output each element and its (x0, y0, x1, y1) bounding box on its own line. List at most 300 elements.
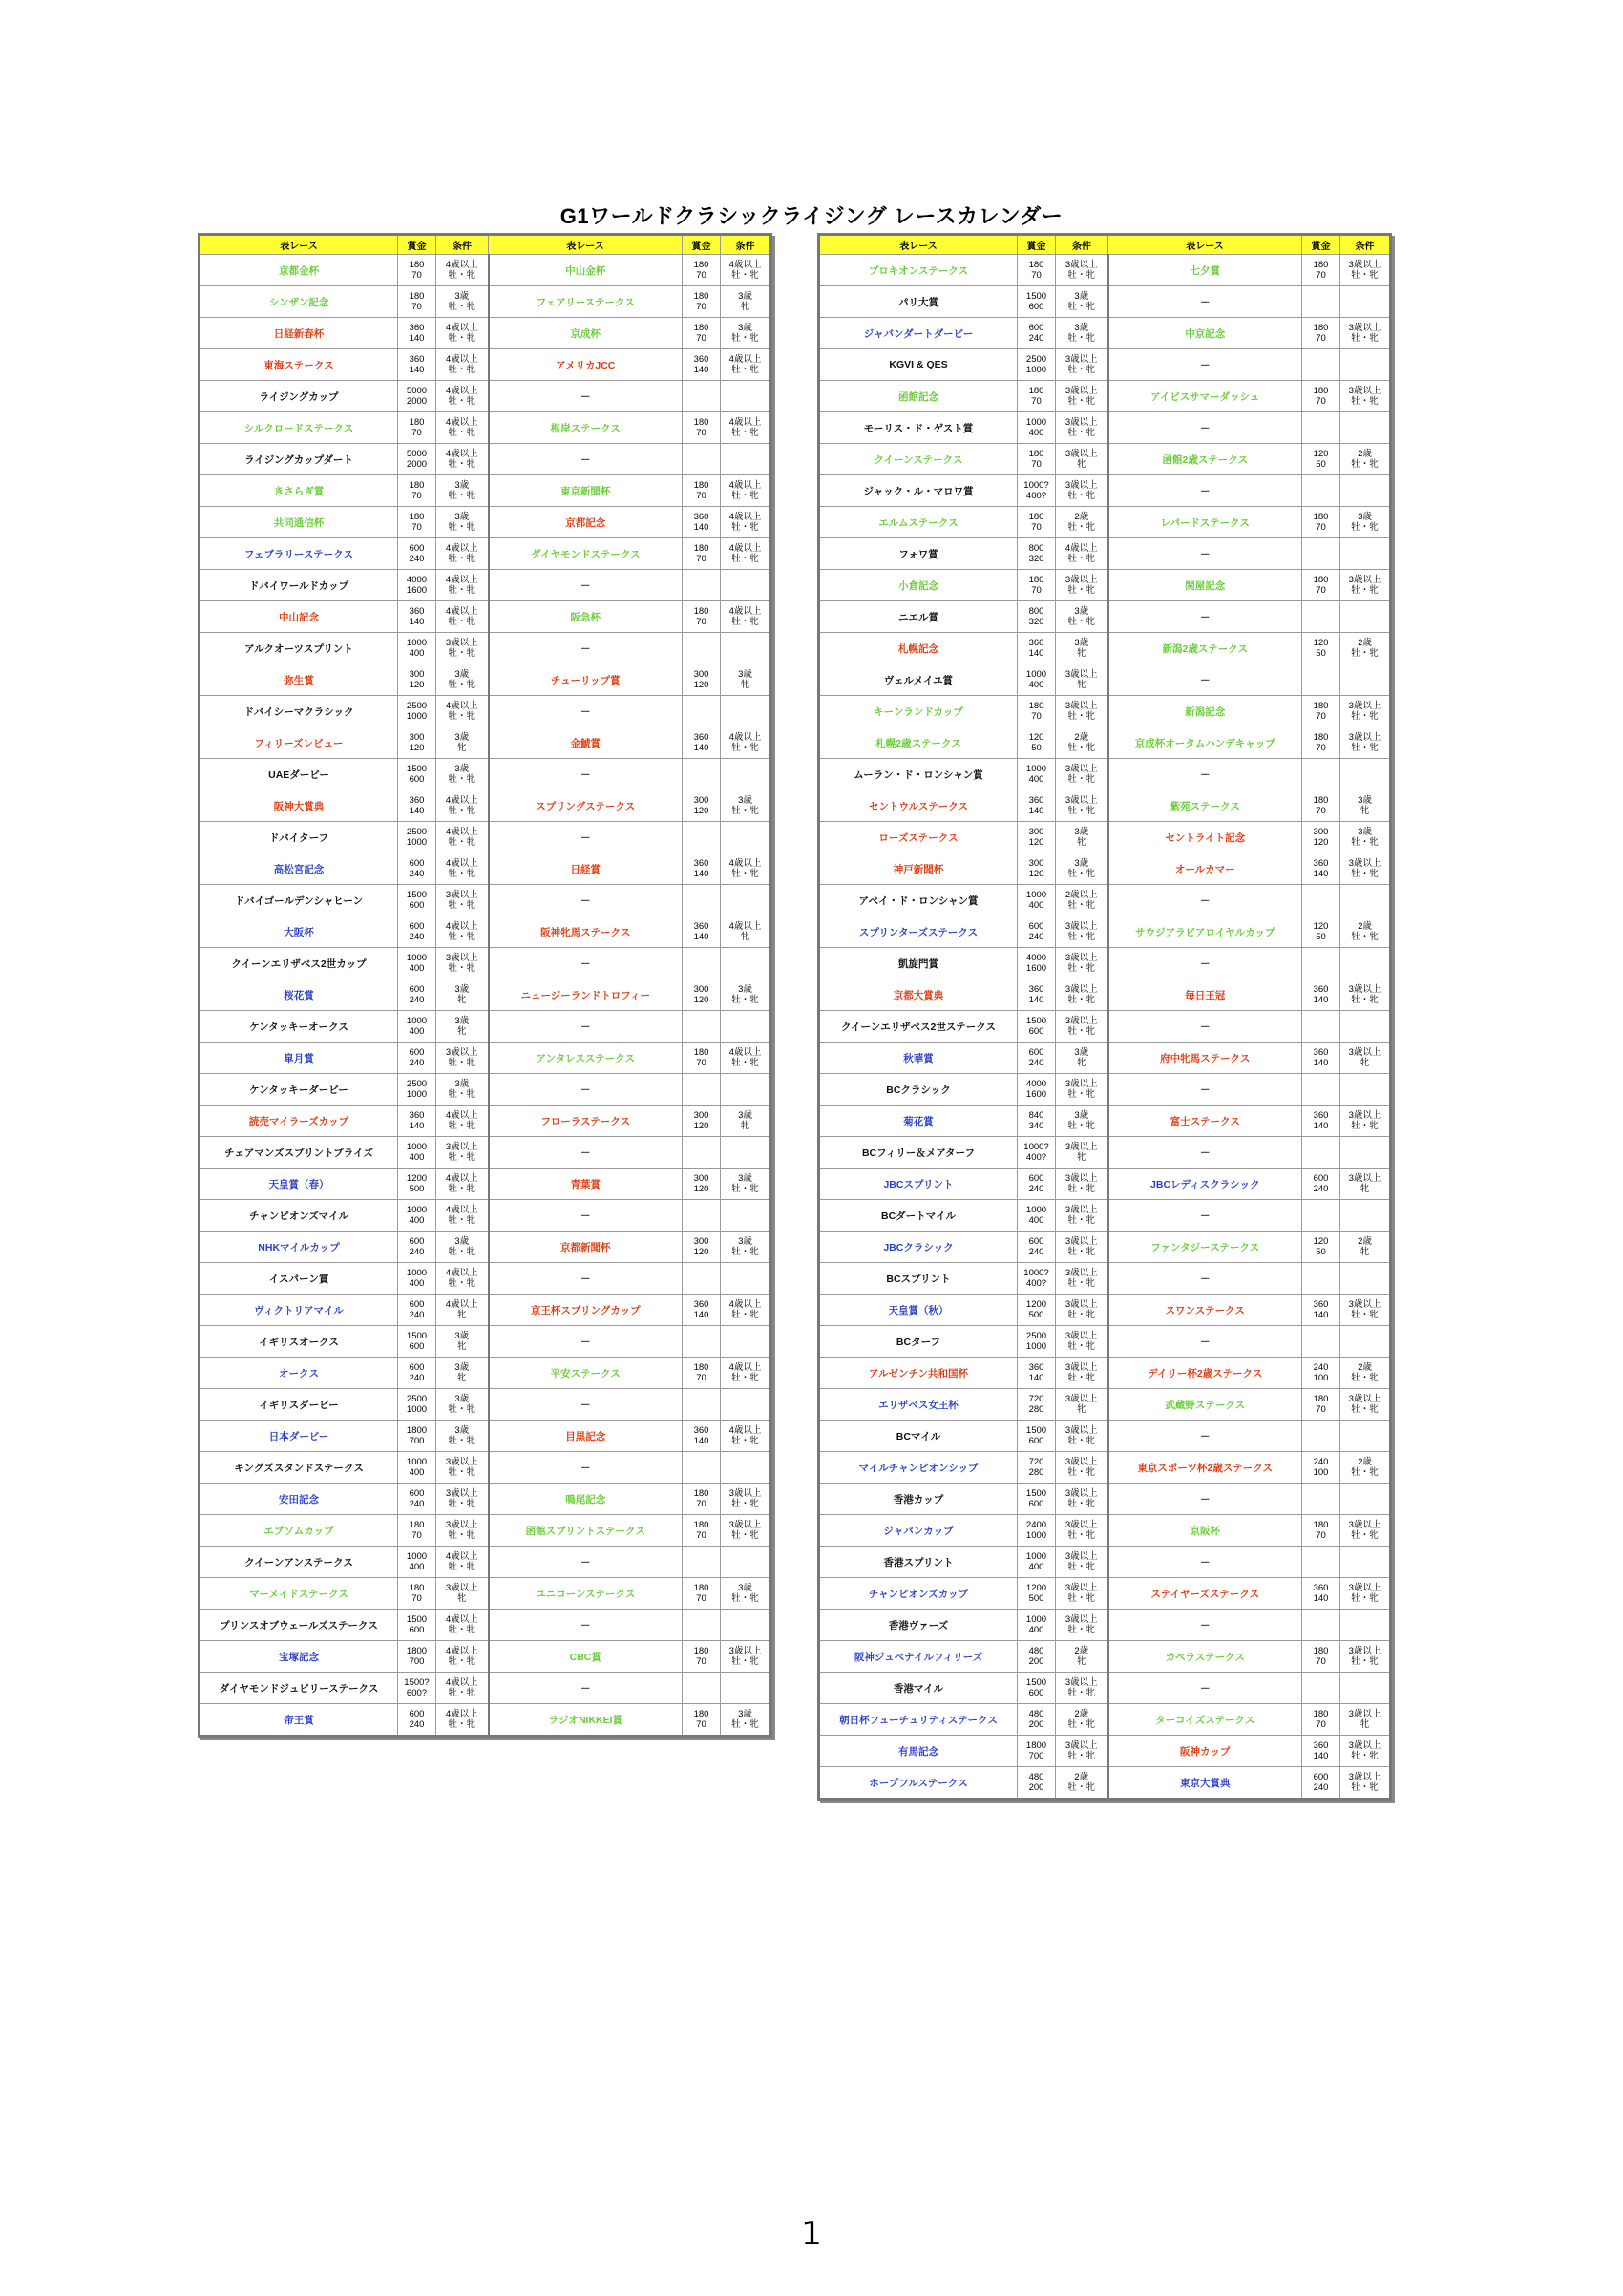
condition-value: 3歳 牡・牝 (1340, 507, 1391, 538)
race-name: 府中牝馬ステークス (1108, 1043, 1302, 1074)
table-row (200, 633, 771, 664)
prize-value: 1500 600 (398, 1326, 436, 1358)
prize-value: 180 70 (1302, 570, 1340, 601)
condition-value: 3歳以上 牡・牝 (721, 1484, 771, 1515)
prize-value (1302, 1484, 1340, 1515)
race-name: 京成杯 (489, 318, 683, 349)
prize-value: 180 70 (683, 318, 721, 349)
prize-value: 360 140 (1302, 1578, 1340, 1610)
race-name: 中京記念 (1108, 318, 1302, 349)
condition-value (1340, 1484, 1391, 1515)
condition-value: 3歳以上 牡・牝 (1056, 1295, 1108, 1326)
race-name: － (489, 1074, 683, 1106)
condition-value: 2歳 牡・牝 (1340, 444, 1391, 475)
table-row (200, 255, 771, 286)
condition-value: 3歳以上 牡・牝 (1056, 1547, 1108, 1578)
condition-value: 3歳以上 牝 (1056, 664, 1108, 696)
race-name: JBCスプリント (819, 1169, 1018, 1200)
prize-value: 1000 400 (1018, 1200, 1056, 1232)
condition-value: 3歳以上 牡・牝 (1340, 1578, 1391, 1610)
race-name: BCマイル (819, 1421, 1018, 1452)
condition-value (721, 570, 771, 601)
race-name: － (489, 696, 683, 727)
race-name: スプリンターズステークス (819, 916, 1018, 948)
race-name: エルムステークス (819, 507, 1018, 538)
race-name: － (1108, 664, 1302, 696)
prize-value: 360 140 (683, 1295, 721, 1326)
race-name: 大阪杯 (200, 916, 398, 948)
condition-value (1340, 1421, 1391, 1452)
prize-value: 1000? 400? (1018, 1263, 1056, 1295)
right-table-body (819, 255, 1391, 1800)
table-row (819, 948, 1391, 979)
condition-value (1340, 1547, 1391, 1578)
race-name: ジャパンカップ (819, 1515, 1018, 1547)
prize-value: 600 240 (1302, 1767, 1340, 1800)
prize-value: 360 140 (398, 790, 436, 822)
table-row (200, 1137, 771, 1169)
prize-value (1302, 1421, 1340, 1452)
prize-value: 720 280 (1018, 1452, 1056, 1484)
prize-value: 360 140 (1302, 1736, 1340, 1767)
prize-value: 600 240 (1018, 1169, 1056, 1200)
prize-value: 180 70 (1018, 570, 1056, 601)
table-row (819, 1074, 1391, 1106)
race-name: ファンタジーステークス (1108, 1232, 1302, 1263)
prize-value: 360 140 (1302, 853, 1340, 885)
race-name: － (489, 381, 683, 412)
prize-value: 300 120 (398, 727, 436, 759)
prize-value: 180 70 (683, 1484, 721, 1515)
race-name: ジャパンダートダービー (819, 318, 1018, 349)
race-calendar-table-right (817, 233, 1392, 1801)
condition-value: 3歳 牡・牝 (436, 1074, 489, 1106)
prize-value (1302, 1610, 1340, 1641)
prize-value: 360 140 (398, 349, 436, 381)
condition-value: 3歳以上 牝 (436, 1578, 489, 1610)
condition-value: 3歳 牝 (436, 1326, 489, 1358)
race-name: 小倉記念 (819, 570, 1018, 601)
condition-value: 3歳 牝 (1056, 1043, 1108, 1074)
race-name: 安田記念 (200, 1484, 398, 1515)
condition-value: 4歳以上 牡・牝 (1056, 538, 1108, 570)
condition-value (721, 1452, 771, 1484)
race-name: － (1108, 286, 1302, 318)
condition-value: 3歳以上 牡・牝 (1056, 1074, 1108, 1106)
condition-value: 4歳以上 牡・牝 (721, 412, 771, 444)
race-name: 朝日杯フューチュリティステークス (819, 1704, 1018, 1736)
table-row (819, 1358, 1391, 1389)
race-name: 天皇賞（春） (200, 1169, 398, 1200)
table-row (200, 696, 771, 727)
prize-value: 180 70 (1018, 696, 1056, 727)
race-name: セントウルステークス (819, 790, 1018, 822)
condition-value: 3歳以上 牡・牝 (1056, 1326, 1108, 1358)
race-name: 東京新聞杯 (489, 475, 683, 507)
table-row (819, 822, 1391, 853)
condition-value: 3歳以上 牡・牝 (1056, 759, 1108, 790)
page-number: 1 (801, 2215, 822, 2253)
race-name: 武蔵野ステークス (1108, 1389, 1302, 1421)
condition-value: 3歳 牡・牝 (721, 1578, 771, 1610)
prize-value: 180 70 (683, 601, 721, 633)
race-name: シンザン記念 (200, 286, 398, 318)
prize-value: 1000? 400? (1018, 475, 1056, 507)
race-name: － (1108, 1263, 1302, 1295)
prize-value: 180 70 (683, 286, 721, 318)
race-name: 高松宮記念 (200, 853, 398, 885)
condition-value: 4歳以上 牡・牝 (721, 1358, 771, 1389)
condition-value (721, 1547, 771, 1578)
table-row (819, 1169, 1391, 1200)
prize-value: 1500 600 (398, 1610, 436, 1641)
prize-value (1302, 1547, 1340, 1578)
table-row (819, 727, 1391, 759)
race-name: ドバイターフ (200, 822, 398, 853)
prize-value: 1500 600 (398, 759, 436, 790)
race-name: チェアマンズスプリントプライズ (200, 1137, 398, 1169)
race-name: エリザベス女王杯 (819, 1389, 1018, 1421)
table-row (819, 1232, 1391, 1263)
prize-value (683, 1263, 721, 1295)
prize-value: 800 320 (1018, 538, 1056, 570)
table-row (200, 1043, 771, 1074)
race-name: 阪神ジュベナイルフィリーズ (819, 1641, 1018, 1673)
condition-value: 3歳以上 牝 (1340, 1704, 1391, 1736)
prize-value: 1000 400 (398, 1011, 436, 1043)
condition-value (1340, 1673, 1391, 1704)
table-row (819, 1043, 1391, 1074)
prize-value (1302, 475, 1340, 507)
prize-value: 360 140 (1018, 1358, 1056, 1389)
table-row (819, 885, 1391, 916)
race-name: ムーラン・ド・ロンシャン賞 (819, 759, 1018, 790)
prize-value (683, 1137, 721, 1169)
condition-value: 3歳以上 牡・牝 (1056, 1200, 1108, 1232)
table-row (200, 1452, 771, 1484)
prize-value: 240 100 (1302, 1452, 1340, 1484)
table-row (200, 948, 771, 979)
table-row (200, 444, 771, 475)
condition-value: 3歳以上 牡・牝 (1056, 948, 1108, 979)
header-race: 表レース (819, 235, 1018, 255)
table-row (200, 759, 771, 790)
table-row (200, 1641, 771, 1673)
table-row (819, 318, 1391, 349)
condition-value: 3歳以上 牡・牝 (1056, 916, 1108, 948)
condition-value: 4歳以上 牡・牝 (436, 381, 489, 412)
condition-value: 4歳以上 牡・牝 (721, 255, 771, 286)
condition-value: 3歳 牝 (721, 286, 771, 318)
race-name: チャンピオンズマイル (200, 1200, 398, 1232)
prize-value: 600 240 (1018, 1232, 1056, 1263)
prize-value: 480 200 (1018, 1704, 1056, 1736)
race-name: － (1108, 948, 1302, 979)
prize-value: 180 70 (1018, 507, 1056, 538)
prize-value: 600 240 (398, 1704, 436, 1737)
prize-value: 600 240 (1018, 1043, 1056, 1074)
race-name: 皐月賞 (200, 1043, 398, 1074)
prize-value: 180 70 (1302, 1389, 1340, 1421)
race-name: － (489, 1452, 683, 1484)
condition-value (721, 444, 771, 475)
race-name: 天皇賞（秋） (819, 1295, 1018, 1326)
race-name: 阪神牝馬ステークス (489, 916, 683, 948)
table-row (819, 570, 1391, 601)
prize-value: 180 70 (683, 1043, 721, 1074)
table-row (819, 1673, 1391, 1704)
table-row (819, 1452, 1391, 1484)
table-row (200, 1515, 771, 1547)
condition-value: 4歳以上 牡・牝 (436, 1106, 489, 1137)
condition-value: 4歳以上 牡・牝 (436, 696, 489, 727)
prize-value: 1000 400 (398, 948, 436, 979)
race-name: エプソムカップ (200, 1515, 398, 1547)
race-name: 平安ステークス (489, 1358, 683, 1389)
table-row (200, 1547, 771, 1578)
race-name: － (489, 1389, 683, 1421)
table-row (200, 1200, 771, 1232)
prize-value: 5000 2000 (398, 381, 436, 412)
table-row (200, 1421, 771, 1452)
race-name: ドバイシーマクラシック (200, 696, 398, 727)
race-name: シルクロードステークス (200, 412, 398, 444)
header-cond: 条件 (436, 235, 489, 255)
prize-value: 360 140 (1018, 633, 1056, 664)
race-name: 函館スプリントステークス (489, 1515, 683, 1547)
condition-value: 3歳以上 牡・牝 (1056, 255, 1108, 286)
race-name: 鳴尾記念 (489, 1484, 683, 1515)
header-race: 表レース (489, 235, 683, 255)
prize-value: 600 240 (398, 853, 436, 885)
prize-value: 360 140 (398, 318, 436, 349)
prize-value: 300 120 (398, 664, 436, 696)
condition-value: 3歳以上 牡・牝 (1056, 1169, 1108, 1200)
race-name: JBCクラシック (819, 1232, 1018, 1263)
table-row (200, 1578, 771, 1610)
race-name: 宝塚記念 (200, 1641, 398, 1673)
prize-value: 300 120 (683, 664, 721, 696)
table-row (200, 381, 771, 412)
condition-value (721, 1074, 771, 1106)
prize-value: 300 120 (1018, 822, 1056, 853)
prize-value (683, 1452, 721, 1484)
table-row (200, 349, 771, 381)
prize-value: 2500 1000 (398, 1074, 436, 1106)
race-name: 桜花賞 (200, 979, 398, 1011)
race-name: － (1108, 885, 1302, 916)
prize-value: 1800 700 (398, 1421, 436, 1452)
table-row (819, 1421, 1391, 1452)
header-row (819, 235, 1391, 255)
prize-value: 360 140 (683, 916, 721, 948)
race-name: プリンスオブウェールズステークス (200, 1610, 398, 1641)
condition-value: 4歳以上 牡・牝 (436, 538, 489, 570)
table-row (819, 1295, 1391, 1326)
table-row (200, 853, 771, 885)
condition-value (721, 633, 771, 664)
prize-value: 120 50 (1302, 444, 1340, 475)
condition-value: 3歳以上 牡・牝 (1056, 696, 1108, 727)
table-row (819, 1106, 1391, 1137)
table-row (819, 1137, 1391, 1169)
condition-value: 4歳以上 牡・牝 (721, 727, 771, 759)
table-row (200, 885, 771, 916)
prize-value (1302, 948, 1340, 979)
table-row (200, 1169, 771, 1200)
race-name: 香港スプリント (819, 1547, 1018, 1578)
condition-value: 3歳以上 牡・牝 (1340, 1767, 1391, 1800)
race-name: イスパーン賞 (200, 1263, 398, 1295)
condition-value: 4歳以上 牡・牝 (721, 1295, 771, 1326)
race-name: 菊花賞 (819, 1106, 1018, 1137)
condition-value: 2歳 牡・牝 (1340, 633, 1391, 664)
prize-value: 4000 1600 (1018, 948, 1056, 979)
table-row (200, 1673, 771, 1704)
condition-value: 3歳 牡・牝 (436, 664, 489, 696)
race-name: フローラステークス (489, 1106, 683, 1137)
condition-value: 3歳以上 牡・牝 (1056, 381, 1108, 412)
race-name: ケンタッキーダービー (200, 1074, 398, 1106)
table-row (819, 1484, 1391, 1515)
prize-value: 360 140 (683, 1421, 721, 1452)
condition-value: 3歳以上 牡・牝 (1340, 1295, 1391, 1326)
condition-value: 3歳 牡・牝 (436, 759, 489, 790)
prize-value: 300 120 (683, 1169, 721, 1200)
prize-value: 600 240 (398, 1484, 436, 1515)
prize-value: 360 140 (1018, 790, 1056, 822)
race-name: － (1108, 1200, 1302, 1232)
race-name: － (1108, 1547, 1302, 1578)
prize-value: 180 70 (683, 475, 721, 507)
prize-value: 1000 400 (398, 1137, 436, 1169)
race-name: フェアリーステークス (489, 286, 683, 318)
prize-value (683, 1610, 721, 1641)
race-name: キーンランドカップ (819, 696, 1018, 727)
prize-value (683, 1389, 721, 1421)
race-name: － (1108, 349, 1302, 381)
condition-value: 3歳以上 牡・牝 (436, 1452, 489, 1484)
condition-value: 2歳 牡・牝 (1056, 507, 1108, 538)
condition-value: 3歳 牡・牝 (721, 790, 771, 822)
prize-value: 120 50 (1302, 916, 1340, 948)
race-name: 京成杯オータムハンデキャップ (1108, 727, 1302, 759)
race-name: 東京大賞典 (1108, 1767, 1302, 1800)
prize-value: 4000 1600 (1018, 1074, 1056, 1106)
prize-value: 600 240 (398, 916, 436, 948)
prize-value (683, 822, 721, 853)
race-name: 青葉賞 (489, 1169, 683, 1200)
condition-value (1340, 286, 1391, 318)
race-name: ドバイワールドカップ (200, 570, 398, 601)
race-name: 七夕賞 (1108, 255, 1302, 286)
prize-value: 600 240 (398, 1358, 436, 1389)
race-name: － (1108, 475, 1302, 507)
prize-value: 1500 600 (1018, 286, 1056, 318)
header-cond: 条件 (1340, 235, 1391, 255)
race-name: BCクラシック (819, 1074, 1018, 1106)
race-name: セントライト記念 (1108, 822, 1302, 853)
prize-value: 360 140 (1018, 979, 1056, 1011)
race-name: － (489, 1610, 683, 1641)
table-row (200, 1358, 771, 1389)
condition-value (1340, 664, 1391, 696)
condition-value: 3歳以上 牡・牝 (436, 1515, 489, 1547)
race-name: アンタレスステークス (489, 1043, 683, 1074)
condition-value: 4歳以上 牡・牝 (436, 255, 489, 286)
race-name: BCスプリント (819, 1263, 1018, 1295)
condition-value: 4歳以上 牡・牝 (436, 412, 489, 444)
condition-value: 3歳以上 牡・牝 (1056, 1263, 1108, 1295)
condition-value: 3歳 牡・牝 (1056, 286, 1108, 318)
prize-value (683, 696, 721, 727)
race-name: モーリス・ド・ゲスト賞 (819, 412, 1018, 444)
table-row (200, 790, 771, 822)
race-name: 京都新聞杯 (489, 1232, 683, 1263)
race-name: ラジオNIKKEI賞 (489, 1704, 683, 1737)
prize-value (1302, 759, 1340, 790)
table-row (819, 759, 1391, 790)
condition-value: 4歳以上 牝 (721, 916, 771, 948)
race-name: － (489, 948, 683, 979)
table-row (200, 1295, 771, 1326)
condition-value (721, 1011, 771, 1043)
table-row (200, 1610, 771, 1641)
prize-value: 2500 1000 (1018, 1326, 1056, 1358)
race-name: クイーンステークス (819, 444, 1018, 475)
prize-value: 600 240 (398, 538, 436, 570)
prize-value (1302, 664, 1340, 696)
race-name: フォワ賞 (819, 538, 1018, 570)
prize-value: 180 70 (398, 255, 436, 286)
prize-value: 180 70 (398, 412, 436, 444)
prize-value: 800 320 (1018, 601, 1056, 633)
prize-value: 600 240 (398, 1043, 436, 1074)
prize-value (1302, 1263, 1340, 1295)
race-name: － (1108, 1610, 1302, 1641)
table-row (819, 790, 1391, 822)
race-name: 札幌2歳ステークス (819, 727, 1018, 759)
condition-value: 3歳以上 牝 (1340, 1043, 1391, 1074)
condition-value: 3歳 牡・牝 (721, 1169, 771, 1200)
table-row (200, 412, 771, 444)
table-row (200, 475, 771, 507)
table-row (819, 664, 1391, 696)
race-name: 読売マイラーズカップ (200, 1106, 398, 1137)
race-name: ユニコーンステークス (489, 1578, 683, 1610)
prize-value: 1500 600 (1018, 1421, 1056, 1452)
table-row (200, 570, 771, 601)
prize-value (683, 381, 721, 412)
race-name: 関屋記念 (1108, 570, 1302, 601)
race-name: 香港ヴァーズ (819, 1610, 1018, 1641)
table-row (819, 412, 1391, 444)
prize-value (1302, 1673, 1340, 1704)
race-name: 日本ダービー (200, 1421, 398, 1452)
prize-value: 120 50 (1302, 1232, 1340, 1263)
race-name: ターコイズステークス (1108, 1704, 1302, 1736)
race-name: アルゼンチン共和国杯 (819, 1358, 1018, 1389)
prize-value: 180 70 (1018, 255, 1056, 286)
race-name: BCダートマイル (819, 1200, 1018, 1232)
table-row (200, 727, 771, 759)
table-row (200, 318, 771, 349)
condition-value: 3歳 牡・牝 (721, 979, 771, 1011)
prize-value: 600 240 (398, 1295, 436, 1326)
condition-value: 3歳以上 牡・牝 (1056, 979, 1108, 1011)
condition-value: 3歳以上 牡・牝 (1056, 790, 1108, 822)
prize-value: 1500 600 (1018, 1011, 1056, 1043)
